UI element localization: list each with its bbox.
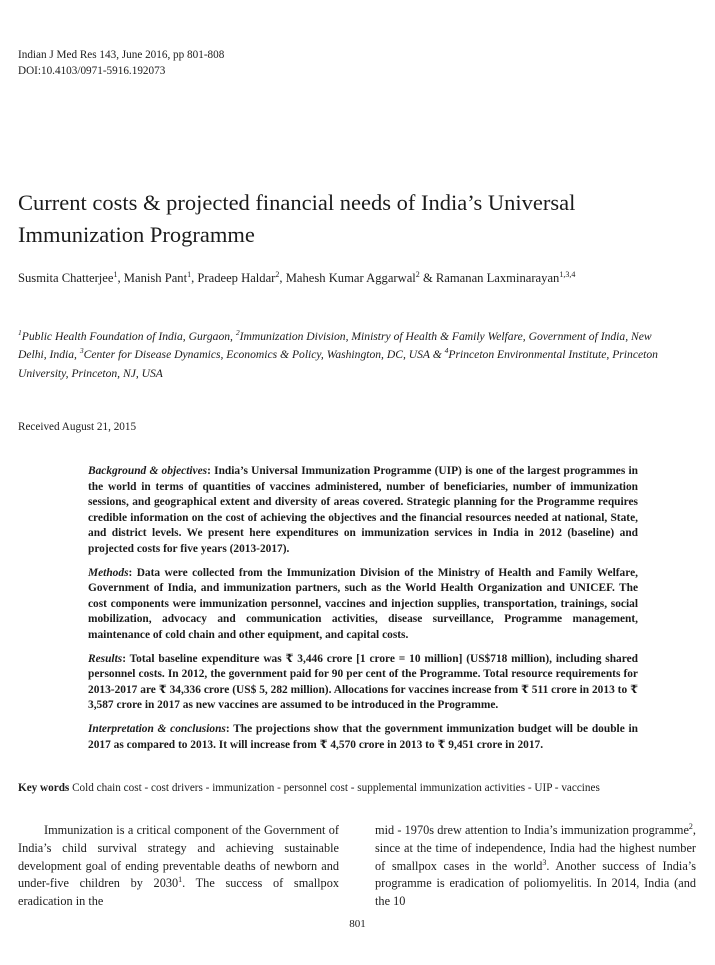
abstract-section — [88, 652, 638, 714]
abstract-section-text: : India’s Universal Immunization Programme (UIP) is one of the largest programmes in the world in terms of quantities of vaccines administered, number of beneficiaries, number of immunization sessions, and geographical extent and diversity of areas covered. Strategic planning for the Programme requires credible information on the cost of achieving the objectives and the financial resources needed at national, State, and district levels. We present here expenditures on immunization services in India in 2012 (baseline) and projected costs for five years (2013-2017). — [88, 465, 639, 555]
abstract-block — [88, 464, 638, 753]
affiliation-marker: 2 — [235, 328, 240, 338]
author-affiliation-marker: 1 — [187, 269, 192, 279]
abstract-section-label: Background & objectives — [88, 465, 208, 477]
page-number: 801 — [349, 918, 366, 930]
affiliation-text: Princeton Environmental Institute, Princeton University, Princeton, NJ, USA — [18, 348, 658, 380]
reference-marker-1: 1 — [178, 875, 183, 885]
author-name: Manish Pant — [123, 271, 188, 285]
reference-marker-2: 2 — [688, 821, 693, 831]
author-separator: & — [419, 271, 436, 285]
affiliation-list — [18, 328, 678, 383]
journal-citation-line: Indian J Med Res 143, June 2016, pp 801-808 — [18, 49, 225, 61]
abstract-section-label: Methods — [88, 566, 129, 579]
intro-right-text-c: . Another success of India’s programme is eradication of poliomyelitis. In 2014, India (and the 10 — [375, 858, 696, 909]
author-affiliation-marker: 1 — [113, 269, 118, 279]
intro-text-a: Immunization is a critical component of the Government of India’s child survival strategy and achieving sustainable development goal of ending preventable deaths of newborn and under-five children by 2030 — [18, 823, 339, 891]
abstract-section-text: : Total baseline expenditure was ₹ 3,446 crore [1 crore = 10 million] (US$718 million), including shared personnel costs. In 2012, the government paid for 90 per cent of the Programme. Total resource requirements for 2013-2017 are ₹ 34,336 crore (US$ 5, 282 million). Allocations for vaccines increase from ₹ 511 crore in 2013 to ₹ 3,587 crore in 2017 as new vaccines are assumed to be introduced in the Programme. — [88, 652, 638, 712]
affiliation-marker: 3 — [79, 346, 84, 356]
page-title: Current costs & projected financial needs of India’s Universal Immunization Programme — [18, 190, 576, 248]
keywords-list: Cold chain cost - cost drivers - immunization - personnel cost - supplemental immunization activities - UIP - vaccines — [72, 782, 600, 794]
author-name: Pradeep Haldar — [197, 271, 276, 285]
author-affiliation-marker: 2 — [415, 269, 420, 279]
keywords-label: Key words — [18, 782, 70, 794]
author-affiliation-marker: 1,3,4 — [559, 269, 576, 279]
affiliation-text: Center for Disease Dynamics, Economics & Policy, Washington, DC, USA & — [83, 348, 445, 362]
author-separator: , — [279, 271, 286, 285]
author-affiliation-marker: 2 — [275, 269, 280, 279]
abstract-section — [88, 722, 638, 753]
abstract-section — [88, 464, 638, 558]
journal-header — [18, 48, 224, 79]
affiliation-marker: 4 — [444, 346, 449, 356]
author-list — [18, 270, 698, 287]
keywords-line — [18, 781, 696, 796]
abstract-section-text: : Data were collected from the Immunization Division of the Ministry of Health and Family Welfare, Government of India, and immunization partners, such as the World Health Organization and UNICEF. The cost components were immunization personnel, vaccines and injection supplies, transportation, trainings, social mobilization, advocacy and communication activities, disease surveillance, Programme management, maintenance of cold chain and other equipment, and capital costs. — [88, 566, 638, 641]
author-separator: , — [117, 271, 124, 285]
intro-right-text-a: mid - 1970s drew attention to India’s immunization programme — [375, 823, 689, 837]
paragraph-intro-left — [18, 822, 339, 911]
affiliation-text: Public Health Foundation of India, Gurgaon, — [21, 330, 236, 343]
author-name: Susmita Chatterjee — [18, 271, 114, 285]
body-column-left — [18, 822, 339, 911]
abstract-section — [88, 566, 638, 644]
author-name: Mahesh Kumar Aggarwal — [285, 271, 416, 285]
abstract-section-label: Results — [88, 652, 123, 665]
journal-doi-line: DOI:10.4103/0971-5916.192073 — [18, 64, 166, 77]
body-column-right — [375, 822, 696, 911]
author-separator: , — [191, 271, 198, 285]
reference-marker-3: 3 — [542, 857, 547, 867]
affiliation-marker: 1 — [18, 328, 22, 338]
body-columns — [18, 822, 696, 911]
paragraph-intro-right — [375, 822, 696, 911]
author-name: Ramanan Laxminarayan — [435, 271, 560, 285]
received-date: Received August 21, 2015 — [18, 421, 137, 433]
affiliation-text: Immunization Division, Ministry of Health & Family Welfare, Government of India, New Delhi, India, — [18, 330, 652, 362]
intro-text-b: . The success of smallpox eradication in the — [18, 876, 339, 909]
intro-right-text-b: , since at the time of independence, India had the highest number of smallpox cases in the world — [375, 823, 696, 873]
abstract-section-label: Interpretation & conclusions — [88, 722, 226, 735]
abstract-section-text: : The projections show that the government immunization budget will be double in 2017 as compared to 2013. It will increase from ₹ 4,570 crore in 2013 to ₹ 9,451 crore in 2017. — [88, 722, 638, 751]
